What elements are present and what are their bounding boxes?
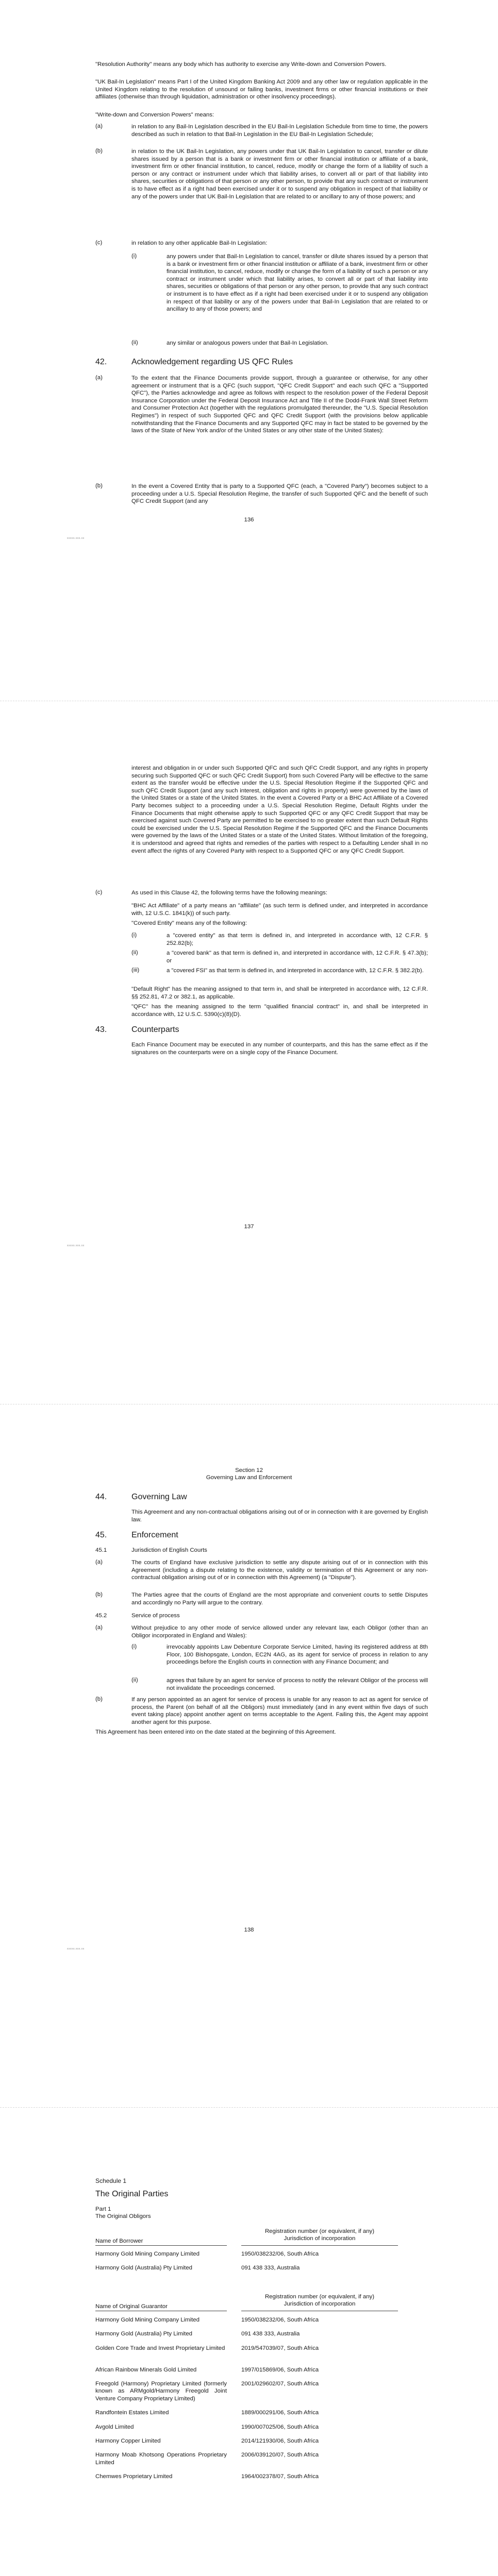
column-header-name-of-borrower: Name of Borrower <box>95 2238 143 2244</box>
column-header-registration-line2: Jurisdiction of incorporation <box>284 2301 356 2307</box>
clause-label: (c) <box>95 240 103 246</box>
clause-label: (b) <box>95 1591 103 1598</box>
clause-text: The courts of England have exclusive jurisdiction to settle any dispute arising out of or in connection with this Agreement (including a dispute relating to the existence, validity or termination of this Agreement or any non-contractual obligation arising out of or in connection with this Agreement) (a "Dispute"). <box>131 1560 428 1581</box>
clause-label: (b) <box>95 483 103 489</box>
column-header-registration <box>241 2228 398 2242</box>
subclause-text: a "covered bank" as that term is defined in, and interpreted in accordance with, 12 C.F.R. § 47.3(b); or <box>167 950 428 964</box>
table-cell-registration: 2019/547039/07, South Africa <box>241 2345 319 2351</box>
subclause-label: (iii) <box>131 967 140 973</box>
page-number: 137 <box>244 1224 254 1230</box>
page-number: 136 <box>244 517 254 523</box>
table-cell-registration: 091 438 333, Australia <box>241 2265 300 2272</box>
table-cell-name: Freegold (Harmony) Proprietary Limited (formerly known as ARMgold/Harmony Freegold Joint Venture Company Proprietary Limited) <box>95 2381 227 2402</box>
column-header-registration <box>241 2293 398 2308</box>
table-cell-name: Golden Core Trade and Invest Proprietary Limited <box>95 2345 225 2351</box>
header-underline <box>241 2245 398 2246</box>
clause-text: In the event a Covered Entity that is party to a Supported QFC (each, a "Covered Party") becomes subject to a proceeding under a U.S. Special Resolution Regime, the transfer of such Supported QFC and the benefit of such QFC Credit Support (and any <box>131 483 428 505</box>
table-cell-name: Harmony Moab Khotsong Operations Proprietary Limited <box>95 2452 227 2466</box>
clause-text: If any person appointed as an agent for service of process is unable for any reason to act as agent for service of process, the Parent (on behalf of all the Obligors) must immediately (and in any event within five days of such event taking place) appoint another agent on terms acceptable to the Agent. Failing this, the Agent may appoint another agent for this purpose. <box>131 1697 428 1725</box>
table-cell-registration: 1997/015869/06, South Africa <box>241 2366 319 2373</box>
section-number: 43. <box>95 1025 107 1034</box>
clause-label: (a) <box>95 375 103 381</box>
section-label: Section 12 <box>235 1467 263 1473</box>
section-heading: Acknowledgement regarding US QFC Rules <box>131 358 293 366</box>
subclause-label: (ii) <box>131 950 138 956</box>
subclause-label: (i) <box>131 932 137 938</box>
table-cell-name: African Rainbow Minerals Gold Limited <box>95 2366 197 2373</box>
table-cell-registration: 091 438 333, Australia <box>241 2331 300 2337</box>
table-cell-registration: 2001/029602/07, South Africa <box>241 2381 319 2387</box>
section-text: This Agreement and any non-contractual obligations arising out of or in connection with it are governed by English law. <box>131 1509 428 1523</box>
clause-text: As used in this Clause 42, the following terms have the following meanings: <box>131 890 327 896</box>
subclause-label: (i) <box>131 1643 137 1650</box>
clause-text: in relation to the UK Bail-In Legislation, any powers under that UK Bail-In Legislation to cancel, transfer or dilute shares issued by a person that is a bank or investment firm or other financial institution or affiliate of a bank, investment firm or other financial institution, to cancel, reduce, modify or change the form of a liability of such a person or any contract or instrument under which that liability arises, to convert all or part of that liability into shares, securities or obligations of that person or any other person, to provide that any such contract or instrument is to have effect as if a right had been exercised under it or to suspend any obligation in respect of that liability or any of the powers under that UK Bail-In Legislation that are related to or ancillary to any of those powers; and <box>131 148 428 200</box>
subsection-number: 45.2 <box>95 1613 107 1619</box>
header-underline <box>95 2245 227 2246</box>
subclause-label: (ii) <box>131 1677 138 1683</box>
table-cell-name: Harmony Gold (Australia) Pty Limited <box>95 2331 193 2337</box>
section-number: 45. <box>95 1531 107 1539</box>
subsection-number: 45.1 <box>95 1547 107 1553</box>
clause-label: (b) <box>95 148 103 154</box>
column-header-registration-line1: Registration number (or equivalent, if any) <box>264 2294 375 2300</box>
subclause-text: a "covered FSI" as that term is defined in, and interpreted in accordance with, 12 C.F.R. § 382.2(b). <box>167 968 424 974</box>
table-cell-name: Harmony Gold Mining Company Limited <box>95 2251 200 2257</box>
schedule-title: The Original Parties <box>95 2190 169 2198</box>
footer-ref: xxxxx.xxx.xx <box>67 1947 85 1951</box>
table-cell-name: Chemwes Proprietary Limited <box>95 2473 173 2480</box>
section-number: 44. <box>95 1493 107 1501</box>
table-cell-registration: 1964/002378/07, South Africa <box>241 2473 319 2480</box>
schedule-label: Schedule 1 <box>95 2177 127 2184</box>
section-title: Governing Law and Enforcement <box>206 1475 292 1481</box>
table-cell-name: Harmony Copper Limited <box>95 2438 161 2444</box>
column-header-name-of-original-guarantor: Name of Original Guarantor <box>95 2303 168 2310</box>
table-cell-registration: 1990/007025/06, South Africa <box>241 2424 319 2430</box>
subclause-text: any powers under that Bail-In Legislation to cancel, transfer or dilute shares issued by a person that is a bank or investment firm or other financial institution or affiliate of a bank, investment firm or other financial institution, to cancel, reduce, modify or change the form of a liability of such a person or any contract or instrument under which that liability arises, to convert all or part of that liability into shares, securities or obligations of that person or any other person, to provide that any such contract or instrument is to have effect as if a right had been exercised under it or to suspend any obligation in respect of that liability or any of the powers under that Bail-In Legislation that are related to or ancillary to any of those powers; and <box>167 253 428 313</box>
closing-statement: This Agreement has been entered into on the date stated at the beginning of this Agreement. <box>95 1729 336 1735</box>
section-number: 42. <box>95 358 107 366</box>
definition-uk-bail-in-legislation: "UK Bail-In Legislation" means Part I of the United Kingdom Banking Act 2009 and any other law or regulation applicable in the United Kingdom relating to the resolution of unsound or failing banks, investment firms or other financial institutions or their affiliates (otherwise than through liquidation, administration or other insolvency proceedings). <box>95 79 428 100</box>
page-136 <box>0 0 498 701</box>
definition-default-right: "Default Right" has the meaning assigned to that term in, and shall be interpreted in accordance with, 12 C.F.R. §§ 252.81, 47.2 or 382.1, as applicable. <box>131 986 428 1000</box>
page-139 <box>0 2107 498 2576</box>
subsection-title: Service of process <box>131 1613 180 1619</box>
subclause-text: any similar or analogous powers under that Bail-In Legislation. <box>167 340 329 346</box>
section-heading: Governing Law <box>131 1493 187 1501</box>
clause-label: (b) <box>95 1696 103 1702</box>
subclause-text: agrees that failure by an agent for service of process to notify the relevant Obligor of the process will not invalidate the proceedings concerned. <box>167 1677 428 1691</box>
subclause-text: irrevocably appoints Law Debenture Corporate Service Limited, having its registered address at 8th Floor, 100 Bishopsgate, London, EC2N 4AG, as its agent for service of process in relation to any proceedings before the English courts in connection with any Finance Document; and <box>167 1644 428 1666</box>
subclause-label: (ii) <box>131 340 138 346</box>
table-cell-registration: 1950/038232/06, South Africa <box>241 2317 319 2323</box>
clause-text: in relation to any other applicable Bail-In Legislation: <box>131 240 268 246</box>
clause-label: (a) <box>95 1559 103 1565</box>
footer-ref: xxxxx.xxx.xx <box>67 537 85 540</box>
subsection-title: Jurisdiction of English Courts <box>131 1547 207 1553</box>
clause-text: To the extent that the Finance Documents provide support, through a guarantee or otherwise, for any other agreement or instrument that is a QFC (such support, "QFC Credit Support" and each such QFC a "Supported QFC"), the Parties acknowledge and agree as follows with respect to the resolution power of the Federal Deposit Insurance Corporation under the Federal Deposit Insurance Act and Title II of the Dodd-Frank Wall Street Reform and Consumer Protection Act (together with the regulations promulgated thereunder, the "U.S. Special Resolution Regimes") in respect of such Supported QFC and QFC Credit Support (with the provisions below applicable notwithstanding that the Finance Documents and any Supported QFC may in fact be stated to be governed by the laws of the State of New York and/or of the United States or any other state of the United States): <box>131 375 428 434</box>
clause-text: Without prejudice to any other mode of service allowed under any relevant law, each Obligor (other than an Obligor incorporated in England and Wales): <box>131 1625 428 1639</box>
table-cell-name: Harmony Gold (Australia) Pty Limited <box>95 2265 193 2272</box>
definition-covered-entity: "Covered Entity" means any of the following: <box>131 920 247 926</box>
table-cell-registration: 1889/000291/06, South Africa <box>241 2410 319 2416</box>
page-137 <box>0 701 498 1404</box>
subclause-text: a "covered entity" as that term is defined in, and interpreted in accordance with, 12 C.F.R. § 252.82(b); <box>167 933 428 946</box>
definition-resolution-authority: "Resolution Authority" means any body which has authority to exercise any Write-down and Conversion Powers. <box>95 61 387 67</box>
page-138 <box>0 1404 498 2107</box>
section-heading: Enforcement <box>131 1531 178 1539</box>
clause-label: (a) <box>95 1624 103 1631</box>
definition-qfc: "QFC" has the meaning assigned to the term "qualified financial contract" in, and shall be interpreted in accordance with, 12 U.S.C. 5390(c)(8)(D). <box>131 1004 428 1018</box>
clause-text: The Parties agree that the courts of England are the most appropriate and convenient courts to settle Disputes and accordingly no Party will argue to the contrary. <box>131 1592 428 1606</box>
table-cell-name: Randfontein Estates Limited <box>95 2410 169 2416</box>
part-label: Part 1 <box>95 2206 111 2212</box>
part-title: The Original Obligors <box>95 2213 151 2219</box>
clause-continuation: interest and obligation in or under such Supported QFC and such QFC Credit Support, and any rights in property securing such Supported QFC or such QFC Credit Support) from such Covered Party will be effective to the same extent as the transfer would be effective under the U.S. Special Resolution Regime if the Supported QFC and such QFC Credit Support (and any such interest, obligation and rights in property) were governed by the laws of the United States or a state of the United States. In the event a Covered Party or a BHC Act Affiliate of a Covered Party becomes subject to a proceeding under a U.S. Special Resolution Regime, Default Rights under the Finance Documents that might otherwise apply to such Supported QFC or any QFC Credit Support that may be exercised against such Covered Party are permitted to be exercised to no greater extent than such Default Rights could be exercised under the U.S. Special Resolution Regime if the Supported QFC and the Finance Documents were governed by the laws of the United States or a state of the United States. Without limitation of the foregoing, it is understood and agreed that rights and remedies of the parties with respect to a Defaulting Lender shall in no event affect the rights of any Covered Party with respect to a Supported QFC or any QFC Credit Support. <box>131 765 428 854</box>
table-cell-name: Avgold Limited <box>95 2424 134 2430</box>
page-number: 138 <box>244 1927 254 1933</box>
table-cell-registration: 2014/121930/06, South Africa <box>241 2438 319 2444</box>
section-heading: Counterparts <box>131 1025 179 1034</box>
column-header-registration-line2: Jurisdiction of incorporation <box>284 2235 356 2242</box>
definition-write-down-conversion-powers: "Write-down and Conversion Powers" means: <box>95 112 214 118</box>
section-text: Each Finance Document may be executed in any number of counterparts, and this has the same effect as if the signatures on the counterparts were on a single copy of the Finance Document. <box>131 1042 428 1056</box>
footer-ref: xxxxx.xxx.xx <box>67 1244 85 1247</box>
clause-label: (a) <box>95 123 103 129</box>
table-cell-registration: 1950/038232/06, South Africa <box>241 2251 319 2257</box>
table-cell-name: Harmony Gold Mining Company Limited <box>95 2317 200 2323</box>
column-header-registration-line1: Registration number (or equivalent, if any) <box>264 2228 375 2234</box>
clause-label: (c) <box>95 889 103 895</box>
subclause-label: (i) <box>131 253 137 259</box>
clause-text: in relation to any Bail-In Legislation described in the EU Bail-In Legislation Schedule from time to time, the powers described as such in relation to that Bail-In Legislation in the EU Bail-In Legislation Schedule; <box>131 124 428 138</box>
definition-bhc-act-affiliate: "BHC Act Affiliate" of a party means an "affiliate" (as such term is defined under, and interpreted in accordance with, 12 U.S.C. 1841(k)) of such party. <box>131 903 428 917</box>
table-cell-registration: 2006/039120/07, South Africa <box>241 2452 319 2459</box>
